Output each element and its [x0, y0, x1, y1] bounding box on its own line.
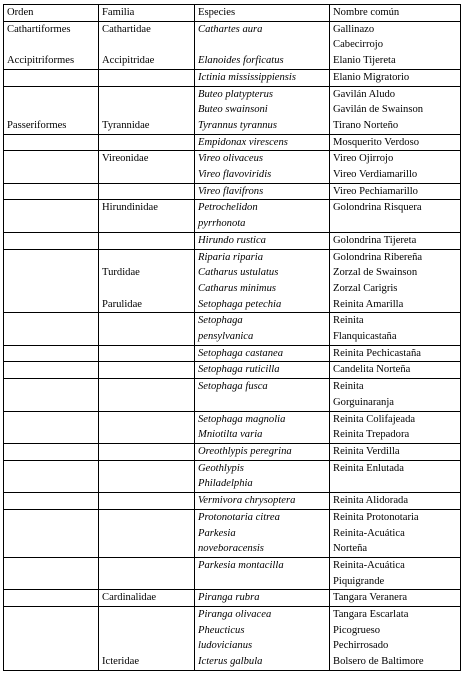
table-row [4, 590, 461, 607]
especies-cell-line: Piranga olivacea [198, 609, 272, 621]
orden-cell [4, 313, 99, 345]
nombre-comun-cell-line: Golondrina Ribereña [333, 251, 423, 263]
especies-cell-line: ludovicianus [198, 640, 253, 652]
familia-cell [99, 345, 195, 362]
nombre-comun-cell-line: Gorguinaranja [333, 396, 394, 408]
nombre-comun-cell-line: Reinita Verdilla [333, 445, 400, 457]
nombre-comun-cell [330, 379, 461, 411]
nombre-comun-cell-line: Reinita-Acuática [333, 559, 405, 571]
nombre-comun-cell [330, 460, 461, 492]
nombre-comun-cell [330, 69, 461, 86]
nombre-comun-cell-line: Reinita Colifajeada [333, 413, 416, 425]
nombre-comun-cell [330, 590, 461, 607]
orden-cell [4, 460, 99, 492]
nombre-comun-cell-line: Tangara Escarlata [333, 609, 409, 621]
nombre-comun-cell-line: Zorzal Carigris [333, 282, 398, 294]
familia-cell-line [102, 102, 192, 118]
nombre-comun-cell [330, 345, 461, 362]
especies-cell-line: Catharus minimus [198, 282, 276, 294]
nombre-comun-cell-line: Zorzal de Swainson [333, 267, 418, 279]
especies-cell-line: Setophaga petechia [198, 298, 282, 310]
especies-cell-line: Protonotaria citrea [198, 511, 280, 523]
header-especies: Especies [195, 5, 330, 22]
orden-cell [4, 249, 99, 313]
table-row [4, 69, 461, 86]
especies-cell-line: Petrochelidon [198, 202, 258, 214]
orden-cell [4, 411, 99, 443]
table-header-row [4, 5, 461, 22]
nombre-comun-cell [330, 21, 461, 69]
orden-cell [4, 200, 99, 232]
familia-cell-line: Icteridae [102, 656, 140, 668]
nombre-comun-cell-line: Golondrina Risquera [333, 202, 422, 214]
especies-cell-line: Riparia riparia [198, 251, 264, 263]
nombre-comun-cell-line: Tirano Norteño [333, 119, 399, 131]
table-row [4, 345, 461, 362]
familia-cell-line [102, 37, 192, 53]
especies-cell [195, 345, 330, 362]
familia-cell [99, 86, 195, 134]
nombre-comun-cell-line: Golondrina Tijereta [333, 234, 417, 246]
orden-cell-line [7, 37, 96, 53]
especies-cell [195, 411, 330, 443]
nombre-comun-cell [330, 493, 461, 510]
nombre-comun-cell-line: Gallinazo [333, 23, 375, 35]
table-row [4, 151, 461, 183]
especies-cell-line: Setophaga castanea [198, 347, 284, 359]
table-row [4, 183, 461, 200]
familia-cell [99, 134, 195, 151]
table-row [4, 21, 461, 69]
nombre-comun-cell [330, 200, 461, 232]
especies-cell [195, 232, 330, 249]
especies-cell [195, 607, 330, 671]
especies-cell-line [198, 37, 327, 53]
especies-cell-line: Elanoides forficatus [198, 55, 284, 67]
familia-cell-line [102, 250, 192, 266]
orden-cell-line [7, 87, 96, 103]
header-orden: Orden [4, 5, 99, 22]
familia-cell [99, 21, 195, 69]
table-row [4, 411, 461, 443]
orden-cell-line: Accipitriformes [7, 55, 75, 67]
nombre-comun-cell-line: Reinita-Acuática [333, 527, 405, 539]
nombre-comun-cell [330, 134, 461, 151]
nombre-comun-cell-line: Reinita Amarilla [333, 298, 404, 310]
especies-cell-line: Setophaga fusca [198, 381, 268, 393]
especies-cell-line: pyrrhonota [198, 218, 246, 230]
header-nombre-comun: Nombre común [330, 5, 461, 22]
nombre-comun-cell-line: Vireo Ojirrojo [333, 153, 394, 165]
table-row [4, 134, 461, 151]
nombre-comun-cell-line: Reinita [333, 381, 364, 393]
nombre-comun-cell-line: Bolsero de Baltimore [333, 656, 424, 668]
orden-cell [4, 232, 99, 249]
familia-cell [99, 590, 195, 607]
especies-cell [195, 69, 330, 86]
especies-cell-line: Ictinia mississippiensis [198, 71, 296, 83]
familia-cell [99, 183, 195, 200]
familia-cell-line [102, 607, 192, 623]
especies-cell-line: Setophaga ruticilla [198, 364, 280, 376]
orden-cell [4, 509, 99, 557]
orden-cell [4, 443, 99, 460]
especies-cell-line: Cathartes aura [198, 23, 263, 35]
familia-cell [99, 443, 195, 460]
table-row [4, 509, 461, 557]
especies-cell-line: Buteo swainsoni [198, 104, 268, 116]
nombre-comun-cell [330, 607, 461, 671]
familia-cell [99, 200, 195, 232]
familia-cell-line: Parulidae [102, 298, 143, 310]
table-row [4, 607, 461, 671]
especies-cell-line: Parkesia montacilla [198, 559, 284, 571]
nombre-comun-cell-line: Reinita Pechicastaña [333, 347, 421, 359]
especies-cell [195, 557, 330, 589]
especies-cell-line: Vireo flavifrons [198, 185, 264, 197]
especies-cell-line: Vermivora chrysoptera [198, 495, 296, 507]
nombre-comun-cell-line: Elanio Tijereta [333, 55, 396, 67]
orden-cell-line: Passeriformes [7, 119, 67, 131]
especies-cell [195, 460, 330, 492]
especies-cell-line: Geothlypis [198, 462, 244, 474]
table-row [4, 200, 461, 232]
orden-cell [4, 590, 99, 607]
familia-cell [99, 509, 195, 557]
familia-cell [99, 362, 195, 379]
especies-cell [195, 443, 330, 460]
orden-cell [4, 86, 99, 134]
species-table [3, 4, 461, 671]
familia-cell-line [102, 638, 192, 654]
familia-cell [99, 69, 195, 86]
nombre-comun-cell-line: Tangara Veranera [333, 592, 408, 604]
especies-cell-line: Pheucticus [198, 624, 245, 636]
nombre-comun-cell [330, 362, 461, 379]
nombre-comun-cell [330, 411, 461, 443]
familia-cell [99, 557, 195, 589]
especies-cell [195, 313, 330, 345]
orden-cell [4, 379, 99, 411]
orden-cell [4, 607, 99, 671]
especies-cell [195, 590, 330, 607]
especies-cell-line: Vireo olivaceus [198, 153, 264, 165]
familia-cell-line [102, 281, 192, 297]
especies-cell-line: Empidonax virescens [198, 136, 288, 148]
familia-cell-line: Cathartidae [102, 23, 151, 35]
table-row [4, 362, 461, 379]
table-row [4, 313, 461, 345]
orden-cell [4, 183, 99, 200]
familia-cell-line: Accipitridae [102, 55, 155, 67]
nombre-comun-cell-line: Piquigrande [333, 575, 385, 587]
nombre-comun-cell-line: Reinita Protonotaria [333, 511, 419, 523]
table-row [4, 460, 461, 492]
nombre-comun-cell-line: Candelita Norteña [333, 364, 411, 376]
especies-cell-line: pensylvanica [198, 331, 254, 343]
table-row [4, 557, 461, 589]
familia-cell-line: Cardinalidae [102, 592, 157, 604]
table-row [4, 232, 461, 249]
especies-cell [195, 509, 330, 557]
especies-cell-line: Philadelphia [198, 478, 253, 490]
especies-cell [195, 86, 330, 134]
orden-cell [4, 134, 99, 151]
especies-cell-line: Catharus ustulatus [198, 267, 279, 279]
especies-cell-line: Oreothlypis peregrina [198, 445, 292, 457]
nombre-comun-cell-line: Reinita Trepadora [333, 429, 410, 441]
especies-cell-line: Parkesia [198, 527, 236, 539]
especies-cell-line: Tyrannus tyrannus [198, 119, 277, 131]
familia-cell-line: Vireonidae [102, 153, 149, 165]
nombre-comun-cell-line: Vireo Pechiamarillo [333, 185, 418, 197]
nombre-comun-cell-line: Reinita Alidorada [333, 495, 409, 507]
nombre-comun-cell-line: Norteña [333, 543, 368, 555]
nombre-comun-cell-line: Mosquerito Verdoso [333, 136, 420, 148]
especies-cell-line: Mniotilta varia [198, 429, 263, 441]
familia-cell [99, 493, 195, 510]
nombre-comun-cell [330, 151, 461, 183]
nombre-comun-cell-line: Cabecirrojo [333, 39, 384, 51]
especies-cell [195, 200, 330, 232]
especies-cell [195, 493, 330, 510]
orden-cell [4, 345, 99, 362]
especies-cell-line: Vireo flavoviridis [198, 169, 272, 181]
especies-cell [195, 362, 330, 379]
especies-cell-line: Setophaga magnolia [198, 413, 286, 425]
nombre-comun-cell [330, 183, 461, 200]
table-row [4, 249, 461, 313]
nombre-comun-cell [330, 86, 461, 134]
especies-cell [195, 134, 330, 151]
especies-cell [195, 379, 330, 411]
nombre-comun-cell-line: Vireo Verdiamarillo [333, 169, 418, 181]
especies-cell-line: Setophaga [198, 315, 243, 327]
table-row [4, 379, 461, 411]
nombre-comun-cell-line: Picogrueso [333, 624, 381, 636]
especies-cell-line: Icterus galbula [198, 656, 263, 668]
familia-cell-line: Turdidae [102, 267, 140, 279]
nombre-comun-cell [330, 509, 461, 557]
familia-cell [99, 232, 195, 249]
orden-cell [4, 493, 99, 510]
familia-cell [99, 313, 195, 345]
familia-cell-line: Tyrannidae [102, 119, 150, 131]
especies-cell [195, 151, 330, 183]
orden-cell [4, 151, 99, 183]
nombre-comun-cell [330, 557, 461, 589]
table-row [4, 86, 461, 134]
nombre-comun-cell-line: Reinita Enlutada [333, 462, 404, 474]
orden-cell [4, 21, 99, 69]
nombre-comun-cell [330, 249, 461, 313]
table-row [4, 493, 461, 510]
nombre-comun-cell-line: Flanquicastaña [333, 331, 397, 343]
orden-cell [4, 557, 99, 589]
especies-cell-line: Hirundo rustica [198, 234, 266, 246]
nombre-comun-cell [330, 443, 461, 460]
familia-cell [99, 379, 195, 411]
familia-cell-line [102, 87, 192, 103]
familia-cell-line [102, 623, 192, 639]
table-row [4, 443, 461, 460]
familia-cell [99, 460, 195, 492]
orden-cell-line: Cathartiformes [7, 23, 71, 35]
orden-cell [4, 69, 99, 86]
header-familia: Familia [99, 5, 195, 22]
familia-cell [99, 607, 195, 671]
nombre-comun-cell-line: Gavilán de Swainson [333, 104, 424, 116]
nombre-comun-cell [330, 232, 461, 249]
especies-cell-line: noveboracensis [198, 543, 264, 555]
nombre-comun-cell-line: Gavilán Aludo [333, 88, 396, 100]
nombre-comun-cell-line: Pechirrosado [333, 640, 389, 652]
especies-cell-line: Piranga rubra [198, 592, 260, 604]
familia-cell-line: Hirundinidae [102, 202, 158, 214]
especies-cell [195, 183, 330, 200]
nombre-comun-cell-line: Elanio Migratorio [333, 71, 410, 83]
especies-cell-line: Buteo platypterus [198, 88, 274, 100]
orden-cell-line [7, 102, 96, 118]
orden-cell [4, 362, 99, 379]
nombre-comun-cell-line: Reinita [333, 315, 364, 327]
familia-cell [99, 249, 195, 313]
familia-cell [99, 411, 195, 443]
especies-cell [195, 249, 330, 313]
especies-cell [195, 21, 330, 69]
nombre-comun-cell [330, 313, 461, 345]
familia-cell [99, 151, 195, 183]
